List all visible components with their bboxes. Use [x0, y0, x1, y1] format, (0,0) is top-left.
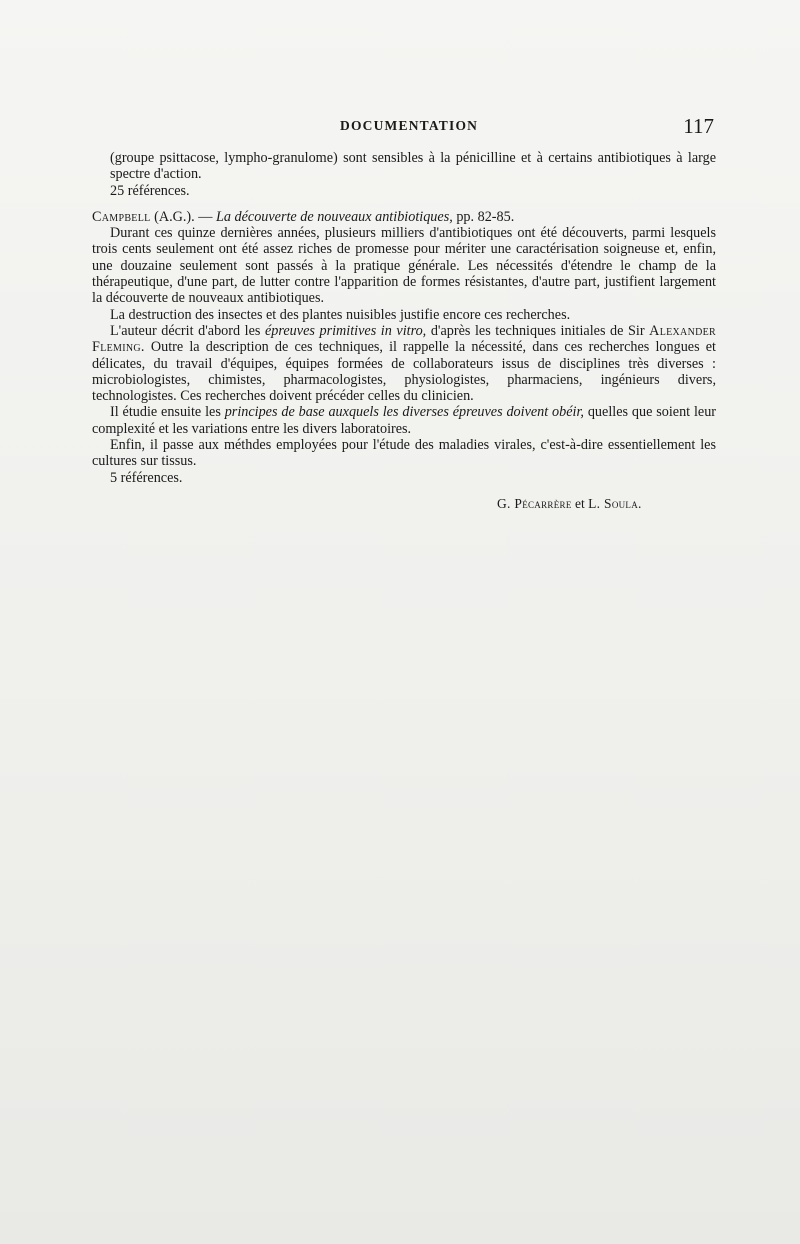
- abstract-paragraph-p2: [92, 307, 716, 323]
- text-run: Outre la description de ces techniques, il rappelle la nécessité, dans ces recherches longues et délicates, du travail d'équipes, équipes formées de collaborateurs issus de disciplines très diverses : microbiologistes, chimistes, pharmacologistes, physiologistes, pharmaciens, ingénieurs divers, technologistes. Ces recherches doivent précéder celles du clinicien.: [92, 339, 716, 405]
- entry-pages: pp. 82-85.: [456, 208, 515, 225]
- text-run: principes de base auxquels les diverses épreuves doivent obéir,: [224, 404, 584, 421]
- entry-title: La découverte de nouveaux antibiotiques,: [215, 208, 453, 225]
- text-run: épreuves primitives in vitro,: [265, 322, 427, 339]
- text-run: Enfin, il passe aux méthdes employées pour l'étude des maladies virales, c'est-à-dire essentiellement les cultures sur tissus.: [92, 437, 716, 470]
- page-header: [90, 114, 714, 138]
- abstract-paragraph-p1: [92, 225, 716, 306]
- abstract-paragraph-p3: [92, 323, 716, 404]
- text-run: quelles que soient leur complexité et les variations entre les divers laboratoires.: [92, 404, 717, 437]
- entry-author: Campbell: [92, 208, 151, 225]
- text-run: Alexander Fleming.: [92, 322, 716, 356]
- entry-initials: (A.G.). —: [154, 208, 213, 225]
- text-run: La destruction des insectes et des plantes nuisibles justifie encore ces recherches.: [110, 306, 571, 323]
- text-run: Il étudie ensuite les: [110, 404, 225, 421]
- abstract-paragraph-p5: [92, 437, 716, 470]
- continuation-paragraph: (groupe psittacose, lympho-granulome) sont sensibles à la pénicilline et à certains antibiotiques à large spectre d'action.: [110, 150, 716, 183]
- entry-references: 5 références.: [110, 469, 183, 486]
- signature-conjunction: et: [575, 496, 585, 511]
- signature-author-2: L. Soula.: [588, 496, 642, 511]
- running-head: DOCUMENTATION: [340, 118, 479, 133]
- text-run: L'auteur décrit d'abord les: [110, 322, 265, 339]
- bibliographic-entry: [92, 209, 716, 225]
- abstract-paragraph-p4: [92, 404, 716, 437]
- text-run: d'après les techniques initiales de Sir: [426, 322, 650, 339]
- signature-author-1: G. Pécarrère: [497, 496, 572, 511]
- page-body: [92, 150, 716, 486]
- continuation-references: 25 références.: [110, 182, 190, 199]
- signature: [497, 496, 642, 512]
- text-run: Durant ces quinze dernières années, plusieurs milliers d'antibiotiques ont été découverts, parmi lesquels trois cents seulement ont été assez riches de promesse pour mériter une caractérisation soigneuse et, enfin, une douzaine seulement sont passés à la pratique générale. Les nécessités d'étendre le champ de la thérapeutique, d'une part, de lutter contre l'apparition de formes résistantes, d'autre part, justifient largement la découverte de nouveaux antibiotiques.: [92, 225, 716, 307]
- entry-abstract: [92, 225, 716, 469]
- page-number: 117: [683, 114, 714, 138]
